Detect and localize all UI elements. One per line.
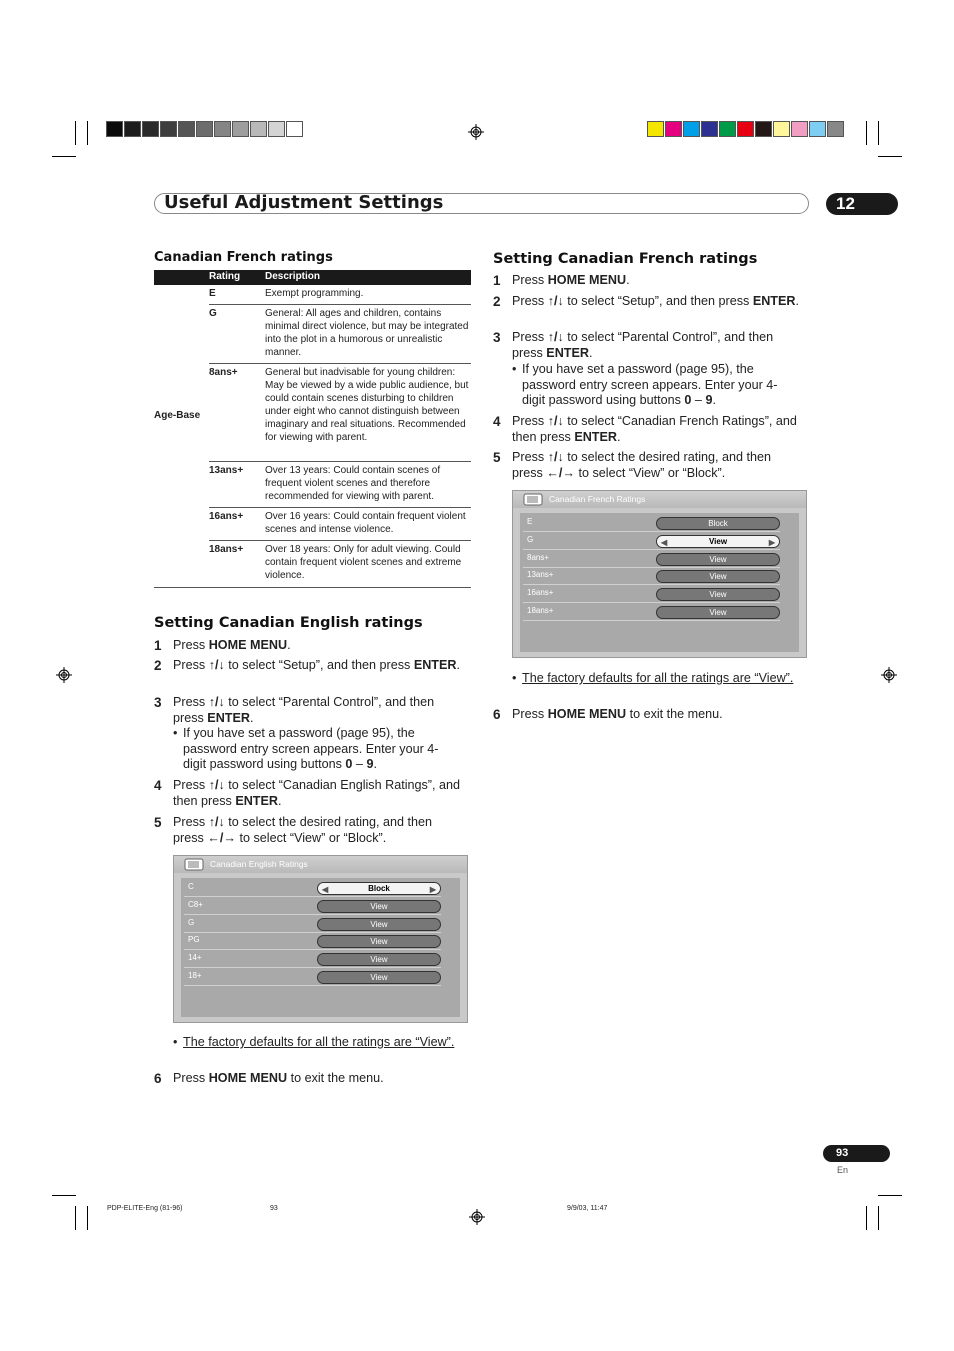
table-row-divider	[209, 461, 471, 462]
rating-value-text: View	[709, 572, 727, 582]
rating-value-button[interactable]	[317, 971, 441, 984]
tv-menu-icon	[184, 858, 206, 872]
gray-swatch	[214, 121, 231, 137]
table-row-divider	[209, 540, 471, 541]
tv-menu-icon	[523, 493, 545, 507]
rating-description: Over 16 years: Could contain frequent violent scenes and intense violence.	[265, 511, 466, 535]
rating-setting-row[interactable]	[523, 532, 780, 550]
rating-code: 13ans+	[209, 465, 244, 476]
color-swatch	[683, 121, 700, 137]
rating-value-text: Block	[708, 519, 728, 528]
rating-label: G	[527, 534, 534, 544]
right-arrow-icon[interactable]: ▶	[429, 885, 436, 894]
rating-value-button[interactable]	[656, 606, 780, 619]
french-password-note: • If you have set a password (page 95), the password entry screen appears. Enter your 4-digit password using buttons 0 – 9.	[512, 362, 778, 408]
rating-value-text: View	[370, 937, 388, 947]
color-swatch	[773, 121, 790, 137]
color-swatch	[647, 121, 664, 137]
rating-value-text: View	[709, 590, 727, 600]
rating-label: 18+	[188, 971, 202, 980]
rating-label: C8+	[188, 899, 203, 909]
rating-description: Exempt programming.	[265, 288, 364, 299]
rating-description: Over 18 years: Only for adult viewing. Could contain frequent violent scenes and extreme violence.	[265, 544, 462, 581]
gray-swatch	[196, 121, 213, 137]
crop-mark	[87, 121, 88, 145]
rating-value-button[interactable]	[317, 953, 441, 966]
crop-mark	[878, 156, 902, 157]
rating-description: General: All ages and children, contains minimal direct violence, but may be integrated into the plot in a humorous or unrealistic manner.	[265, 308, 469, 358]
crop-mark	[878, 1195, 902, 1196]
table-row-divider	[209, 363, 471, 364]
gray-swatch	[232, 121, 249, 137]
rating-label: PG	[188, 935, 200, 945]
crop-mark	[878, 1206, 879, 1230]
rating-label: 18ans+	[527, 606, 554, 615]
print-page-number: 93	[270, 1205, 278, 1212]
rating-label: E	[527, 517, 533, 526]
french-panel-title: Canadian French Ratings	[513, 491, 806, 508]
rating-setting-row[interactable]	[184, 897, 441, 915]
table-row-divider	[209, 507, 471, 508]
rating-value-button[interactable]	[317, 900, 441, 913]
english-ratings-panel	[173, 855, 468, 1023]
rating-code: 18ans+	[209, 544, 244, 555]
page-title: Useful Adjustment Settings	[164, 192, 444, 213]
left-arrow-icon[interactable]: ◀	[661, 537, 668, 547]
french-ratings-panel	[512, 490, 807, 658]
rating-value-text: View	[370, 955, 388, 965]
color-swatch	[737, 121, 754, 137]
rating-setting-row[interactable]	[523, 514, 780, 532]
rating-code: 16ans+	[209, 511, 244, 522]
crop-mark	[75, 121, 76, 145]
print-date: 9/9/03, 11:47	[567, 1205, 608, 1212]
ratings-table-header	[154, 270, 471, 285]
french-ratings-table-title: Canadian French ratings	[154, 250, 333, 265]
gray-swatch	[286, 121, 303, 137]
rating-value-text: View	[709, 554, 727, 564]
gray-swatch	[250, 121, 267, 137]
french-step-2: 2 Press ↑/↓ to select “Setup”, and then press ENTER.	[493, 294, 799, 309]
rating-label: 14+	[188, 953, 202, 963]
rating-setting-row[interactable]	[523, 585, 780, 603]
english-step-3: 3 Press ↑/↓ to select “Parental Control”, and then press ENTER.	[154, 695, 435, 725]
rating-setting-row[interactable]	[184, 932, 441, 950]
table-row-divider	[209, 304, 471, 305]
gray-swatch	[106, 121, 123, 137]
crop-mark	[52, 156, 76, 157]
rating-description: Over 13 years: Could contain scenes of frequent violent scenes and therefore recommended for viewing with parent.	[265, 465, 441, 502]
rating-value-text: View	[370, 973, 388, 982]
registration-mark-icon	[56, 667, 72, 683]
rating-setting-row[interactable]	[184, 950, 441, 968]
rating-value-text: View	[708, 536, 728, 546]
rating-setting-row[interactable]	[523, 603, 780, 621]
rating-setting-row[interactable]	[184, 915, 441, 933]
chapter-number-badge: 12	[826, 193, 898, 215]
registration-mark-icon	[881, 667, 897, 683]
language-label: En	[837, 1165, 849, 1175]
color-swatch	[719, 121, 736, 137]
color-swatch	[755, 121, 772, 137]
age-base-label: Age-Base	[154, 410, 201, 421]
right-arrow-icon[interactable]: ▶	[768, 537, 775, 547]
english-defaults-note: • The factory defaults for all the ratings are “View”.	[173, 1035, 455, 1049]
color-swatch	[665, 121, 682, 137]
french-step-4: 4 Press ↑/↓ to select “Canadian French Ratings”, and then press ENTER.	[493, 414, 797, 444]
color-swatch	[809, 121, 826, 137]
rating-setting-row[interactable]	[184, 879, 441, 897]
english-step-1: 1 Press HOME MENU.	[154, 638, 291, 653]
left-arrow-icon[interactable]: ◀	[322, 885, 329, 894]
print-file-name: PDP-ELITE-Eng (81-96)	[107, 1205, 183, 1212]
table-bottom-rule	[154, 587, 471, 588]
page-number-badge: 93	[823, 1145, 890, 1162]
rating-label: C	[188, 882, 194, 891]
crop-mark	[878, 121, 879, 145]
rating-label: 16ans+	[527, 588, 554, 598]
french-step-6: 6 Press HOME MENU to exit the menu.	[493, 707, 723, 722]
rating-value-text: View	[370, 901, 388, 911]
crop-mark	[75, 1206, 76, 1230]
french-section-title: Setting Canadian French ratings	[493, 251, 758, 267]
english-step-5: 5 Press ↑/↓ to select the desired rating, and then press ←/→ to select “View” or “Block”.	[154, 815, 433, 845]
rating-value-button[interactable]	[317, 918, 441, 931]
rating-value-button[interactable]	[656, 553, 780, 566]
english-step-2: 2 Press ↑/↓ to select “Setup”, and then press ENTER.	[154, 658, 460, 673]
color-swatch	[827, 121, 844, 137]
english-step-6: 6 Press HOME MENU to exit the menu.	[154, 1071, 384, 1086]
rating-label: 8ans+	[527, 552, 550, 562]
rating-setting-row[interactable]	[523, 550, 780, 568]
rating-code: E	[209, 288, 216, 299]
gray-swatch	[268, 121, 285, 137]
color-swatch	[701, 121, 718, 137]
rating-value-text: View	[709, 608, 727, 617]
gray-swatch	[142, 121, 159, 137]
rating-label: G	[188, 917, 195, 927]
english-password-note: • If you have set a password (page 95), the password entry screen appears. Enter your 4-digit password using buttons 0 – 9.	[173, 726, 439, 772]
crop-mark	[866, 121, 867, 145]
rating-value-button[interactable]	[656, 588, 780, 601]
rating-code: G	[209, 308, 217, 319]
french-step-3: 3 Press ↑/↓ to select “Parental Control”, and then press ENTER.	[493, 330, 774, 360]
french-step-5: 5 Press ↑/↓ to select the desired rating, and then press ←/→ to select “View” or “Block”.	[493, 450, 772, 480]
english-section-title: Setting Canadian English ratings	[154, 615, 423, 631]
french-step-1: 1 Press HOME MENU.	[493, 273, 630, 288]
color-swatch	[791, 121, 808, 137]
rating-value-button[interactable]	[656, 570, 780, 583]
rating-column-header: Rating	[209, 271, 241, 282]
description-column-header: Description	[265, 271, 321, 282]
registration-mark-icon	[469, 1209, 485, 1225]
rating-value-text: Block	[368, 884, 390, 893]
rating-label: 13ans+	[527, 570, 554, 580]
crop-mark	[866, 1206, 867, 1230]
crop-mark	[52, 1195, 76, 1196]
rating-setting-row[interactable]	[184, 968, 441, 986]
rating-value-button[interactable]	[317, 935, 441, 948]
gray-swatch	[124, 121, 141, 137]
rating-description: General but inadvisable for young children: May be viewed by a wide public audience, but could contain scenes disturbing to children under eight who cannot distinguish between imaginary and real situations. Recommended for viewing with parent.	[265, 367, 469, 443]
english-step-4: 4 Press ↑/↓ to select “Canadian English Ratings”, and then press ENTER.	[154, 778, 461, 808]
rating-value-selector[interactable]	[317, 882, 441, 895]
gray-swatch	[160, 121, 177, 137]
rating-value-text: View	[370, 919, 388, 929]
rating-value-button[interactable]	[656, 517, 780, 530]
english-panel-title: Canadian English Ratings	[174, 856, 467, 873]
rating-value-selector[interactable]	[656, 535, 780, 548]
registration-mark-icon	[468, 124, 484, 140]
rating-code: 8ans+	[209, 367, 238, 378]
french-defaults-note: • The factory defaults for all the ratings are “View”.	[512, 671, 794, 685]
gray-swatch	[178, 121, 195, 137]
rating-setting-row[interactable]	[523, 567, 780, 585]
crop-mark	[87, 1206, 88, 1230]
